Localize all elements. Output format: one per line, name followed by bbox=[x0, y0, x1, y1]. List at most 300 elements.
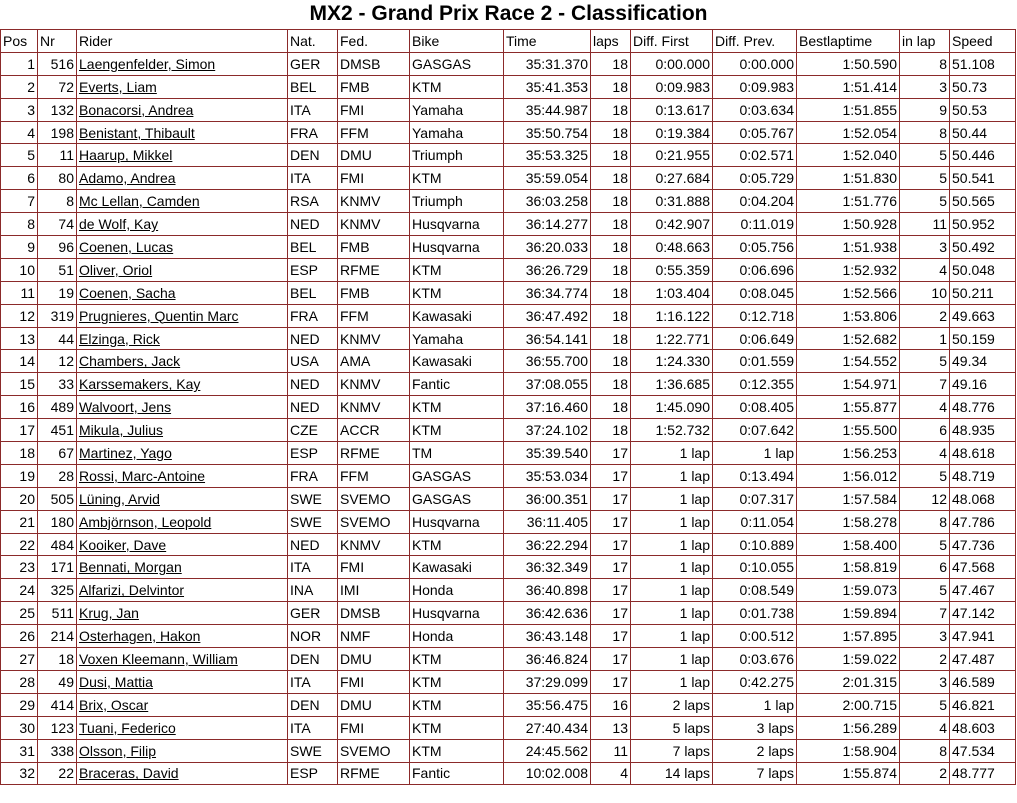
column-header-nr: Nr bbox=[38, 30, 77, 53]
table-row bbox=[1, 464, 1016, 487]
cell-rider bbox=[77, 419, 288, 442]
cell-nr: 516 bbox=[38, 52, 77, 75]
rider-link[interactable]: Alfarizi, Delvintor bbox=[79, 582, 185, 599]
cell-bestlaptime: 1:59.022 bbox=[797, 648, 900, 671]
cell-laps: 17 bbox=[591, 442, 631, 465]
rider-link[interactable]: Rossi, Marc-Antoine bbox=[79, 467, 206, 484]
classification-table bbox=[0, 29, 1016, 785]
cell-fed: IMI bbox=[338, 579, 410, 602]
cell-nat: GER bbox=[288, 602, 338, 625]
rider-link[interactable]: Mc Lellan, Camden bbox=[79, 193, 200, 210]
cell-bike: GASGAS bbox=[410, 464, 504, 487]
cell-speed: 48.603 bbox=[950, 716, 1016, 739]
cell-speed: 48.618 bbox=[950, 442, 1016, 465]
cell-bestlaptime: 1:57.895 bbox=[797, 625, 900, 648]
cell-speed: 47.142 bbox=[950, 602, 1016, 625]
cell-bike: KTM bbox=[410, 648, 504, 671]
cell-nat: BEL bbox=[288, 281, 338, 304]
cell-nr: 132 bbox=[38, 98, 77, 121]
table-row bbox=[1, 121, 1016, 144]
cell-bestlaptime: 1:53.806 bbox=[797, 304, 900, 327]
cell-speed: 47.736 bbox=[950, 533, 1016, 556]
cell-in-lap: 11 bbox=[900, 213, 950, 236]
cell-bike: Husqvarna bbox=[410, 602, 504, 625]
header-row bbox=[1, 30, 1016, 53]
cell-bestlaptime: 1:59.894 bbox=[797, 602, 900, 625]
rider-link[interactable]: Brix, Oscar bbox=[79, 696, 149, 713]
rider-link[interactable]: Coenen, Lucas bbox=[79, 238, 174, 255]
cell-nr: 19 bbox=[38, 281, 77, 304]
cell-fed: RFME bbox=[338, 762, 410, 785]
rider-link[interactable]: Bennati, Morgan bbox=[79, 559, 182, 576]
cell-pos: 5 bbox=[1, 144, 38, 167]
cell-speed: 49.16 bbox=[950, 373, 1016, 396]
cell-in-lap: 4 bbox=[900, 258, 950, 281]
cell-laps: 17 bbox=[591, 602, 631, 625]
cell-nat: FRA bbox=[288, 304, 338, 327]
cell-diff-prev: 0:00.000 bbox=[713, 52, 797, 75]
column-header-pos: Pos bbox=[1, 30, 38, 53]
cell-time: 36:00.351 bbox=[504, 487, 591, 510]
cell-bike: KTM bbox=[410, 693, 504, 716]
cell-laps: 18 bbox=[591, 121, 631, 144]
cell-pos: 10 bbox=[1, 258, 38, 281]
page-title: MX2 - Grand Prix Race 2 - Classification bbox=[309, 2, 708, 25]
cell-laps: 17 bbox=[591, 464, 631, 487]
cell-rider bbox=[77, 350, 288, 373]
cell-speed: 49.34 bbox=[950, 350, 1016, 373]
cell-fed: FFM bbox=[338, 304, 410, 327]
cell-laps: 18 bbox=[591, 236, 631, 259]
cell-in-lap: 12 bbox=[900, 487, 950, 510]
cell-diff-prev: 0:06.649 bbox=[713, 327, 797, 350]
cell-bestlaptime: 1:54.971 bbox=[797, 373, 900, 396]
cell-diff-first: 1 lap bbox=[631, 579, 713, 602]
cell-bike: KTM bbox=[410, 258, 504, 281]
cell-diff-first: 0:42.907 bbox=[631, 213, 713, 236]
cell-time: 36:32.349 bbox=[504, 556, 591, 579]
cell-speed: 47.487 bbox=[950, 648, 1016, 671]
cell-diff-first: 1 lap bbox=[631, 625, 713, 648]
cell-fed: NMF bbox=[338, 625, 410, 648]
cell-fed: DMSB bbox=[338, 52, 410, 75]
cell-nr: 74 bbox=[38, 213, 77, 236]
cell-nr: 505 bbox=[38, 487, 77, 510]
cell-in-lap: 3 bbox=[900, 75, 950, 98]
cell-bestlaptime: 1:58.278 bbox=[797, 510, 900, 533]
cell-laps: 18 bbox=[591, 144, 631, 167]
cell-time: 36:43.148 bbox=[504, 625, 591, 648]
cell-nr: 511 bbox=[38, 602, 77, 625]
cell-in-lap: 2 bbox=[900, 304, 950, 327]
cell-in-lap: 5 bbox=[900, 190, 950, 213]
cell-time: 35:56.475 bbox=[504, 693, 591, 716]
cell-nr: 22 bbox=[38, 762, 77, 785]
cell-pos: 20 bbox=[1, 487, 38, 510]
cell-pos: 25 bbox=[1, 602, 38, 625]
table-row bbox=[1, 98, 1016, 121]
cell-speed: 50.565 bbox=[950, 190, 1016, 213]
cell-nr: 414 bbox=[38, 693, 77, 716]
cell-pos: 26 bbox=[1, 625, 38, 648]
rider-link[interactable]: Osterhagen, Hakon bbox=[79, 628, 201, 645]
table-body bbox=[1, 52, 1016, 785]
cell-rider bbox=[77, 213, 288, 236]
rider-link[interactable]: Laengenfelder, Simon bbox=[79, 55, 216, 72]
column-header-time: Time bbox=[504, 30, 591, 53]
cell-nr: 12 bbox=[38, 350, 77, 373]
rider-link[interactable]: Lüning, Arvid bbox=[79, 490, 160, 507]
cell-nr: 198 bbox=[38, 121, 77, 144]
cell-diff-prev: 0:07.317 bbox=[713, 487, 797, 510]
cell-diff-first: 1 lap bbox=[631, 648, 713, 671]
cell-laps: 18 bbox=[591, 327, 631, 350]
cell-laps: 13 bbox=[591, 716, 631, 739]
cell-diff-prev: 0:01.738 bbox=[713, 602, 797, 625]
cell-laps: 18 bbox=[591, 304, 631, 327]
cell-pos: 14 bbox=[1, 350, 38, 373]
table-row bbox=[1, 602, 1016, 625]
cell-diff-prev: 2 laps bbox=[713, 739, 797, 762]
cell-rider bbox=[77, 648, 288, 671]
cell-bike: Triumph bbox=[410, 190, 504, 213]
cell-laps: 17 bbox=[591, 533, 631, 556]
cell-rider bbox=[77, 693, 288, 716]
cell-diff-first: 1 lap bbox=[631, 464, 713, 487]
cell-nr: 8 bbox=[38, 190, 77, 213]
cell-rider bbox=[77, 121, 288, 144]
cell-laps: 11 bbox=[591, 739, 631, 762]
table-row bbox=[1, 510, 1016, 533]
cell-pos: 23 bbox=[1, 556, 38, 579]
cell-speed: 49.663 bbox=[950, 304, 1016, 327]
cell-fed: SVEMO bbox=[338, 739, 410, 762]
cell-laps: 17 bbox=[591, 670, 631, 693]
cell-nr: 49 bbox=[38, 670, 77, 693]
cell-in-lap: 7 bbox=[900, 602, 950, 625]
cell-fed: FMB bbox=[338, 281, 410, 304]
rider-link[interactable]: Haarup, Mikkel bbox=[79, 147, 173, 164]
cell-bestlaptime: 1:55.500 bbox=[797, 419, 900, 442]
cell-pos: 3 bbox=[1, 98, 38, 121]
cell-nr: 11 bbox=[38, 144, 77, 167]
cell-speed: 48.068 bbox=[950, 487, 1016, 510]
cell-bike: Yamaha bbox=[410, 98, 504, 121]
cell-diff-first: 1 lap bbox=[631, 670, 713, 693]
cell-bestlaptime: 2:01.315 bbox=[797, 670, 900, 693]
cell-time: 37:29.099 bbox=[504, 670, 591, 693]
cell-nat: NED bbox=[288, 373, 338, 396]
rider-link[interactable]: Prugnieres, Quentin Marc bbox=[79, 307, 239, 324]
cell-nr: 180 bbox=[38, 510, 77, 533]
cell-rider bbox=[77, 670, 288, 693]
cell-nr: 451 bbox=[38, 419, 77, 442]
cell-bestlaptime: 1:52.054 bbox=[797, 121, 900, 144]
cell-pos: 21 bbox=[1, 510, 38, 533]
cell-diff-first: 1 lap bbox=[631, 602, 713, 625]
cell-nat: DEN bbox=[288, 693, 338, 716]
rider-link[interactable]: Oliver, Oriol bbox=[79, 261, 153, 278]
cell-speed: 47.941 bbox=[950, 625, 1016, 648]
table-row bbox=[1, 190, 1016, 213]
cell-rider bbox=[77, 396, 288, 419]
rider-link[interactable]: Voxen Kleemann, William bbox=[79, 650, 238, 667]
cell-laps: 17 bbox=[591, 579, 631, 602]
cell-bike: Fantic bbox=[410, 373, 504, 396]
cell-nat: BEL bbox=[288, 236, 338, 259]
table-row bbox=[1, 304, 1016, 327]
cell-fed: KNMV bbox=[338, 213, 410, 236]
cell-diff-prev: 0:07.642 bbox=[713, 419, 797, 442]
rider-link[interactable]: Karssemakers, Kay bbox=[79, 376, 201, 393]
cell-bestlaptime: 1:55.874 bbox=[797, 762, 900, 785]
table-row bbox=[1, 625, 1016, 648]
cell-in-lap: 4 bbox=[900, 396, 950, 419]
cell-diff-first: 1 lap bbox=[631, 510, 713, 533]
cell-in-lap: 8 bbox=[900, 510, 950, 533]
cell-in-lap: 3 bbox=[900, 670, 950, 693]
table-row bbox=[1, 213, 1016, 236]
cell-laps: 18 bbox=[591, 419, 631, 442]
cell-in-lap: 5 bbox=[900, 533, 950, 556]
cell-bike: Husqvarna bbox=[410, 236, 504, 259]
rider-link[interactable]: Mikula, Julius bbox=[79, 422, 164, 439]
cell-nr: 96 bbox=[38, 236, 77, 259]
cell-laps: 18 bbox=[591, 373, 631, 396]
rider-link[interactable]: Braceras, David bbox=[79, 765, 179, 782]
cell-diff-prev: 0:05.767 bbox=[713, 121, 797, 144]
cell-in-lap: 5 bbox=[900, 464, 950, 487]
cell-bestlaptime: 1:51.414 bbox=[797, 75, 900, 98]
cell-diff-prev: 0:03.676 bbox=[713, 648, 797, 671]
cell-laps: 18 bbox=[591, 258, 631, 281]
cell-diff-prev: 0:03.634 bbox=[713, 98, 797, 121]
cell-pos: 18 bbox=[1, 442, 38, 465]
cell-in-lap: 10 bbox=[900, 281, 950, 304]
cell-time: 35:59.054 bbox=[504, 167, 591, 190]
cell-speed: 47.786 bbox=[950, 510, 1016, 533]
cell-bike: Triumph bbox=[410, 144, 504, 167]
rider-link[interactable]: Martinez, Yago bbox=[79, 444, 172, 461]
cell-nat: SWE bbox=[288, 510, 338, 533]
cell-nat: ITA bbox=[288, 670, 338, 693]
cell-rider bbox=[77, 762, 288, 785]
cell-pos: 2 bbox=[1, 75, 38, 98]
cell-laps: 4 bbox=[591, 762, 631, 785]
cell-in-lap: 3 bbox=[900, 236, 950, 259]
rider-link[interactable]: Tuani, Federico bbox=[79, 719, 176, 736]
cell-nr: 319 bbox=[38, 304, 77, 327]
cell-nat: BEL bbox=[288, 75, 338, 98]
cell-fed: KNMV bbox=[338, 190, 410, 213]
cell-pos: 22 bbox=[1, 533, 38, 556]
cell-nat: ESP bbox=[288, 258, 338, 281]
cell-speed: 48.935 bbox=[950, 419, 1016, 442]
cell-nat: NOR bbox=[288, 625, 338, 648]
cell-diff-first: 1:45.090 bbox=[631, 396, 713, 419]
cell-bike: KTM bbox=[410, 75, 504, 98]
rider-link[interactable]: Olsson, Filip bbox=[79, 742, 157, 759]
cell-fed: FFM bbox=[338, 464, 410, 487]
cell-fed: FMI bbox=[338, 716, 410, 739]
cell-speed: 50.53 bbox=[950, 98, 1016, 121]
cell-nr: 484 bbox=[38, 533, 77, 556]
cell-bike: Honda bbox=[410, 625, 504, 648]
cell-in-lap: 6 bbox=[900, 556, 950, 579]
cell-diff-prev: 0:08.405 bbox=[713, 396, 797, 419]
table-row bbox=[1, 670, 1016, 693]
rider-link[interactable]: Benistant, Thibault bbox=[79, 124, 195, 141]
cell-bestlaptime: 1:54.552 bbox=[797, 350, 900, 373]
cell-pos: 15 bbox=[1, 373, 38, 396]
cell-time: 36:54.141 bbox=[504, 327, 591, 350]
rider-link[interactable]: Ambjörnson, Leopold bbox=[79, 513, 212, 530]
cell-diff-prev: 0:08.045 bbox=[713, 281, 797, 304]
column-header-in-lap: in lap bbox=[900, 30, 950, 53]
cell-time: 36:11.405 bbox=[504, 510, 591, 533]
cell-bestlaptime: 1:51.776 bbox=[797, 190, 900, 213]
rider-link[interactable]: Coenen, Sacha bbox=[79, 284, 176, 301]
cell-bestlaptime: 1:55.877 bbox=[797, 396, 900, 419]
cell-rider bbox=[77, 236, 288, 259]
cell-time: 37:08.055 bbox=[504, 373, 591, 396]
cell-nat: ESP bbox=[288, 762, 338, 785]
cell-nr: 325 bbox=[38, 579, 77, 602]
cell-laps: 18 bbox=[591, 52, 631, 75]
cell-bike: KTM bbox=[410, 716, 504, 739]
rider-link[interactable]: Adamo, Andrea bbox=[79, 170, 176, 187]
cell-bike: KTM bbox=[410, 281, 504, 304]
table-row bbox=[1, 762, 1016, 785]
cell-nat: ESP bbox=[288, 442, 338, 465]
cell-pos: 32 bbox=[1, 762, 38, 785]
cell-diff-prev: 0:11.054 bbox=[713, 510, 797, 533]
rider-link[interactable]: Elzinga, Rick bbox=[79, 330, 160, 347]
cell-bike: Kawasaki bbox=[410, 350, 504, 373]
cell-nat: ITA bbox=[288, 716, 338, 739]
cell-nr: 80 bbox=[38, 167, 77, 190]
cell-bestlaptime: 1:58.904 bbox=[797, 739, 900, 762]
rider-link[interactable]: de Wolf, Kay bbox=[79, 216, 159, 233]
cell-laps: 18 bbox=[591, 396, 631, 419]
rider-link[interactable]: Everts, Liam bbox=[79, 78, 157, 95]
cell-time: 36:42.636 bbox=[504, 602, 591, 625]
column-header-laps: laps bbox=[591, 30, 631, 53]
cell-speed: 50.492 bbox=[950, 236, 1016, 259]
cell-bestlaptime: 1:56.253 bbox=[797, 442, 900, 465]
rider-link[interactable]: Chambers, Jack bbox=[79, 353, 181, 370]
cell-diff-first: 5 laps bbox=[631, 716, 713, 739]
cell-diff-first: 0:19.384 bbox=[631, 121, 713, 144]
cell-time: 36:22.294 bbox=[504, 533, 591, 556]
cell-diff-first: 1:52.732 bbox=[631, 419, 713, 442]
cell-diff-first: 0:55.359 bbox=[631, 258, 713, 281]
cell-pos: 7 bbox=[1, 190, 38, 213]
cell-nat: DEN bbox=[288, 144, 338, 167]
cell-diff-prev: 0:02.571 bbox=[713, 144, 797, 167]
cell-rider bbox=[77, 716, 288, 739]
column-header-nat: Nat. bbox=[288, 30, 338, 53]
cell-in-lap: 2 bbox=[900, 762, 950, 785]
cell-diff-first: 0:13.617 bbox=[631, 98, 713, 121]
cell-nat: CZE bbox=[288, 419, 338, 442]
cell-time: 36:47.492 bbox=[504, 304, 591, 327]
cell-diff-first: 2 laps bbox=[631, 693, 713, 716]
cell-diff-prev: 0:13.494 bbox=[713, 464, 797, 487]
cell-fed: DMU bbox=[338, 648, 410, 671]
cell-bestlaptime: 1:52.682 bbox=[797, 327, 900, 350]
cell-time: 36:26.729 bbox=[504, 258, 591, 281]
cell-in-lap: 1 bbox=[900, 327, 950, 350]
cell-bestlaptime: 1:52.932 bbox=[797, 258, 900, 281]
table-row bbox=[1, 258, 1016, 281]
cell-speed: 47.467 bbox=[950, 579, 1016, 602]
cell-pos: 9 bbox=[1, 236, 38, 259]
cell-nat: FRA bbox=[288, 464, 338, 487]
cell-diff-prev: 0:12.718 bbox=[713, 304, 797, 327]
rider-link[interactable]: Kooiker, Dave bbox=[79, 536, 167, 553]
cell-rider bbox=[77, 258, 288, 281]
cell-diff-prev: 0:00.512 bbox=[713, 625, 797, 648]
cell-rider bbox=[77, 281, 288, 304]
cell-fed: FMI bbox=[338, 167, 410, 190]
cell-pos: 28 bbox=[1, 670, 38, 693]
cell-fed: KNMV bbox=[338, 327, 410, 350]
table-row bbox=[1, 75, 1016, 98]
cell-pos: 17 bbox=[1, 419, 38, 442]
cell-bike: KTM bbox=[410, 670, 504, 693]
cell-laps: 17 bbox=[591, 510, 631, 533]
table-row bbox=[1, 236, 1016, 259]
cell-time: 37:16.460 bbox=[504, 396, 591, 419]
cell-in-lap: 3 bbox=[900, 625, 950, 648]
cell-pos: 24 bbox=[1, 579, 38, 602]
cell-diff-first: 7 laps bbox=[631, 739, 713, 762]
cell-laps: 17 bbox=[591, 556, 631, 579]
rider-link[interactable]: Bonacorsi, Andrea bbox=[79, 101, 194, 118]
cell-diff-prev: 0:06.696 bbox=[713, 258, 797, 281]
cell-speed: 48.777 bbox=[950, 762, 1016, 785]
table-row bbox=[1, 579, 1016, 602]
table-row bbox=[1, 487, 1016, 510]
cell-bike: GASGAS bbox=[410, 52, 504, 75]
cell-laps: 17 bbox=[591, 648, 631, 671]
cell-bestlaptime: 1:51.938 bbox=[797, 236, 900, 259]
column-header-diff-first: Diff. First bbox=[631, 30, 713, 53]
rider-link[interactable]: Walvoort, Jens bbox=[79, 399, 172, 416]
cell-nr: 214 bbox=[38, 625, 77, 648]
cell-diff-first: 1 lap bbox=[631, 442, 713, 465]
cell-pos: 8 bbox=[1, 213, 38, 236]
table-row bbox=[1, 419, 1016, 442]
cell-nat: NED bbox=[288, 213, 338, 236]
cell-speed: 50.211 bbox=[950, 281, 1016, 304]
cell-time: 10:02.008 bbox=[504, 762, 591, 785]
cell-time: 36:55.700 bbox=[504, 350, 591, 373]
cell-fed: FFM bbox=[338, 121, 410, 144]
cell-pos: 4 bbox=[1, 121, 38, 144]
cell-diff-prev: 0:11.019 bbox=[713, 213, 797, 236]
column-header-speed: Speed bbox=[950, 30, 1016, 53]
rider-link[interactable]: Krug, Jan bbox=[79, 605, 139, 622]
table-row bbox=[1, 556, 1016, 579]
cell-nr: 67 bbox=[38, 442, 77, 465]
cell-pos: 30 bbox=[1, 716, 38, 739]
rider-link[interactable]: Dusi, Mattia bbox=[79, 673, 153, 690]
cell-rider bbox=[77, 464, 288, 487]
cell-rider bbox=[77, 304, 288, 327]
table-row bbox=[1, 396, 1016, 419]
